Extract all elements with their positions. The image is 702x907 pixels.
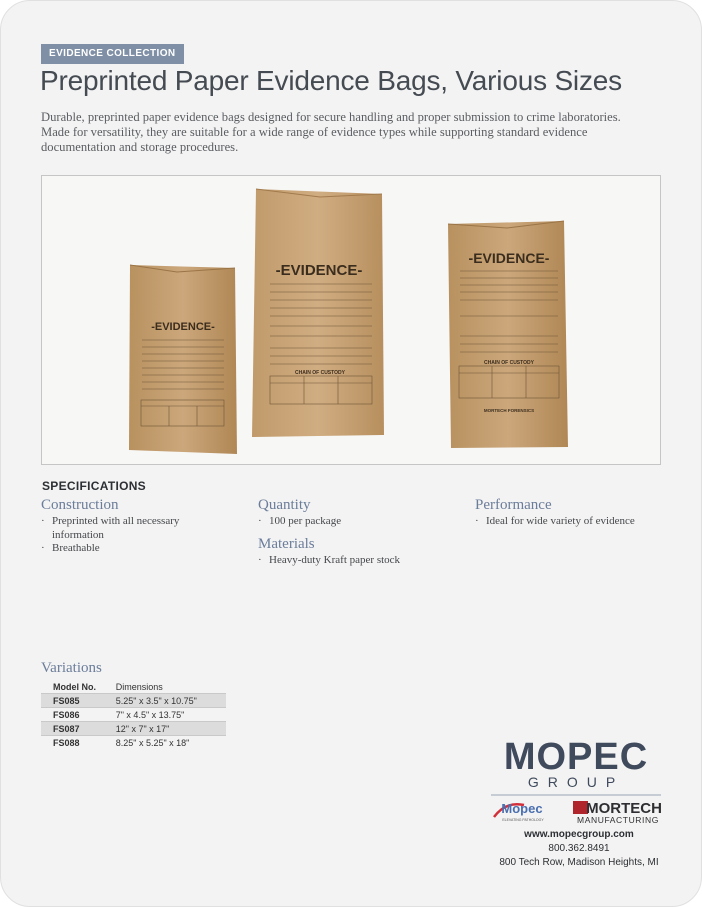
list-item: · Preprinted with all necessary information — [41, 515, 221, 542]
quantity-list — [258, 515, 458, 529]
mopec-sub-brand: Mopec — [501, 801, 543, 816]
table-row — [41, 708, 226, 722]
large-bag-chain-label: CHAIN OF CUSTODY — [484, 360, 534, 366]
category-badge: EVIDENCE COLLECTION — [41, 44, 184, 64]
model-cell: FS086 — [41, 708, 116, 722]
company-address: 800 Tech Row, Madison Heights, MI — [499, 857, 659, 868]
column-header-model: Model No. — [53, 681, 96, 692]
table-row — [41, 736, 226, 750]
materials-list — [258, 554, 458, 568]
model-cell: FS088 — [41, 736, 116, 750]
model-cell: FS087 — [41, 722, 116, 736]
table-row — [41, 694, 226, 708]
construction-title: Construction — [41, 497, 119, 513]
quantity-title: Quantity — [258, 497, 311, 513]
medium-evidence-bag — [252, 189, 384, 437]
mortech-tagline: MANUFACTURING — [577, 815, 659, 825]
mopec-tagline: ELEVATING PATHOLOGY — [502, 818, 544, 822]
large-bag-label: -EVIDENCE- — [468, 250, 550, 266]
materials-title: Materials — [258, 536, 315, 552]
phone-number: 800.362.8491 — [548, 843, 610, 854]
small-evidence-bag — [129, 265, 237, 454]
list-item: · 100 per package — [258, 515, 458, 529]
website-link[interactable]: www.mopecgroup.com — [524, 829, 634, 840]
group-wordmark: GROUP — [527, 774, 625, 790]
performance-title: Performance — [475, 497, 552, 513]
table-row — [41, 722, 226, 736]
medium-bag-chain-label: CHAIN OF CUSTODY — [295, 370, 345, 376]
mopec-logo-graphic — [486, 737, 666, 837]
dimensions-cell: 12" x 7" x 17" — [116, 722, 226, 736]
variations-title: Variations — [41, 660, 102, 676]
dimensions-cell: 5.25" x 3.5" x 10.75" — [116, 694, 226, 708]
mortech-sub-brand: MORTECH — [586, 800, 662, 817]
variations-table — [41, 680, 226, 749]
evidence-bags-illustration — [42, 176, 662, 466]
large-evidence-bag — [448, 221, 568, 448]
product-description: Durable, preprinted paper evidence bags designed for secure handling and proper submission to crime laboratories. Made for versatility, they are suitable for a wide range of evidence types while supporting standard evidence documentation and storage procedures. — [41, 110, 621, 154]
dimensions-cell: 8.25" x 5.25" x 18" — [116, 736, 226, 750]
page-title: Preprinted Paper Evidence Bags, Various Sizes — [40, 65, 622, 96]
product-photo — [41, 175, 661, 465]
list-item: · Heavy-duty Kraft paper stock — [258, 554, 458, 568]
column-header-dimensions: Dimensions — [115, 681, 163, 692]
small-bag-label: -EVIDENCE- — [151, 321, 215, 333]
construction-list — [41, 515, 221, 556]
list-item: · Ideal for wide variety of evidence — [475, 515, 675, 529]
list-item: · Breathable — [41, 542, 221, 556]
model-cell: FS085 — [41, 694, 116, 708]
brand-mark-text: MORTECH FORENSICS — [483, 408, 535, 413]
specifications-heading: SPECIFICATIONS — [42, 479, 146, 493]
medium-bag-label: -EVIDENCE- — [275, 262, 363, 279]
dimensions-cell: 7" x 4.5" x 13.75" — [116, 708, 226, 722]
mopec-wordmark: MOPEC — [503, 737, 649, 778]
performance-list — [475, 515, 675, 529]
mopec-group-logo — [486, 737, 666, 877]
table-header-row — [41, 680, 226, 694]
